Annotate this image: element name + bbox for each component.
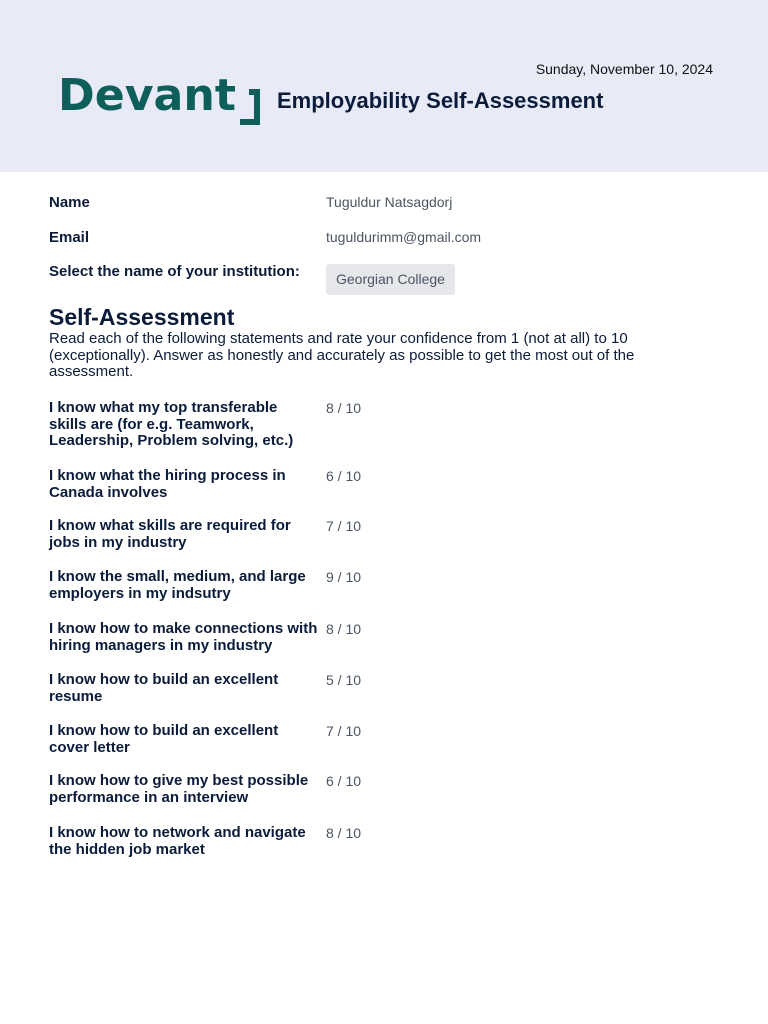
question-4: I know the small, medium, and large employers in my indsutry — [49, 568, 306, 602]
rating-6: 5 / 10 — [326, 672, 362, 688]
question-3: I know what skills are required for jobs in my industry — [49, 517, 291, 551]
rating-5: 8 / 10 — [326, 621, 362, 637]
logo-text: Devant — [58, 70, 237, 121]
devant-logo — [58, 66, 264, 128]
question-2: I know what the hiring process in Canada involves — [49, 467, 286, 501]
email-value: tuguldurimm@gmail.com — [326, 229, 482, 245]
rating-7: 7 / 10 — [326, 723, 362, 739]
institution-chip: Georgian College — [326, 264, 455, 295]
question-1: I know what my top transferable skills are (for e.g. Teamwork, Leadership, Problem solving, etc.) — [49, 399, 294, 449]
email-label: Email — [49, 229, 90, 246]
page-header — [0, 0, 768, 172]
name-value: Tuguldur Natsagdorj — [326, 194, 453, 210]
question-8: I know how to give my best possible performance in an interview — [49, 772, 309, 806]
question-9: I know how to network and navigate the hidden job market — [49, 824, 306, 858]
institution-label: Select the name of your institution: — [49, 263, 300, 280]
logo-bracket-icon — [240, 92, 257, 122]
question-6: I know how to build an excellent resume — [49, 671, 279, 705]
rating-1: 8 / 10 — [326, 400, 362, 416]
rating-3: 7 / 10 — [326, 518, 362, 534]
name-label: Name — [49, 194, 90, 211]
section-description: Read each of the following statements and rate your confidence from 1 (not at all) to 10 (exceptionally). Answer as honestly and accurately as possible to get the most out of the assessment. — [49, 330, 635, 380]
report-date: Sunday, November 10, 2024 — [535, 61, 713, 77]
rating-8: 6 / 10 — [326, 773, 362, 789]
rating-2: 6 / 10 — [326, 468, 362, 484]
rating-9: 8 / 10 — [326, 825, 362, 841]
page-title: Employability Self-Assessment — [277, 88, 604, 113]
question-5: I know how to make connections with hiring managers in my industry — [49, 620, 318, 654]
rating-4: 9 / 10 — [326, 569, 362, 585]
section-title: Self-Assessment — [49, 304, 235, 330]
question-7: I know how to build an excellent cover letter — [49, 722, 279, 756]
